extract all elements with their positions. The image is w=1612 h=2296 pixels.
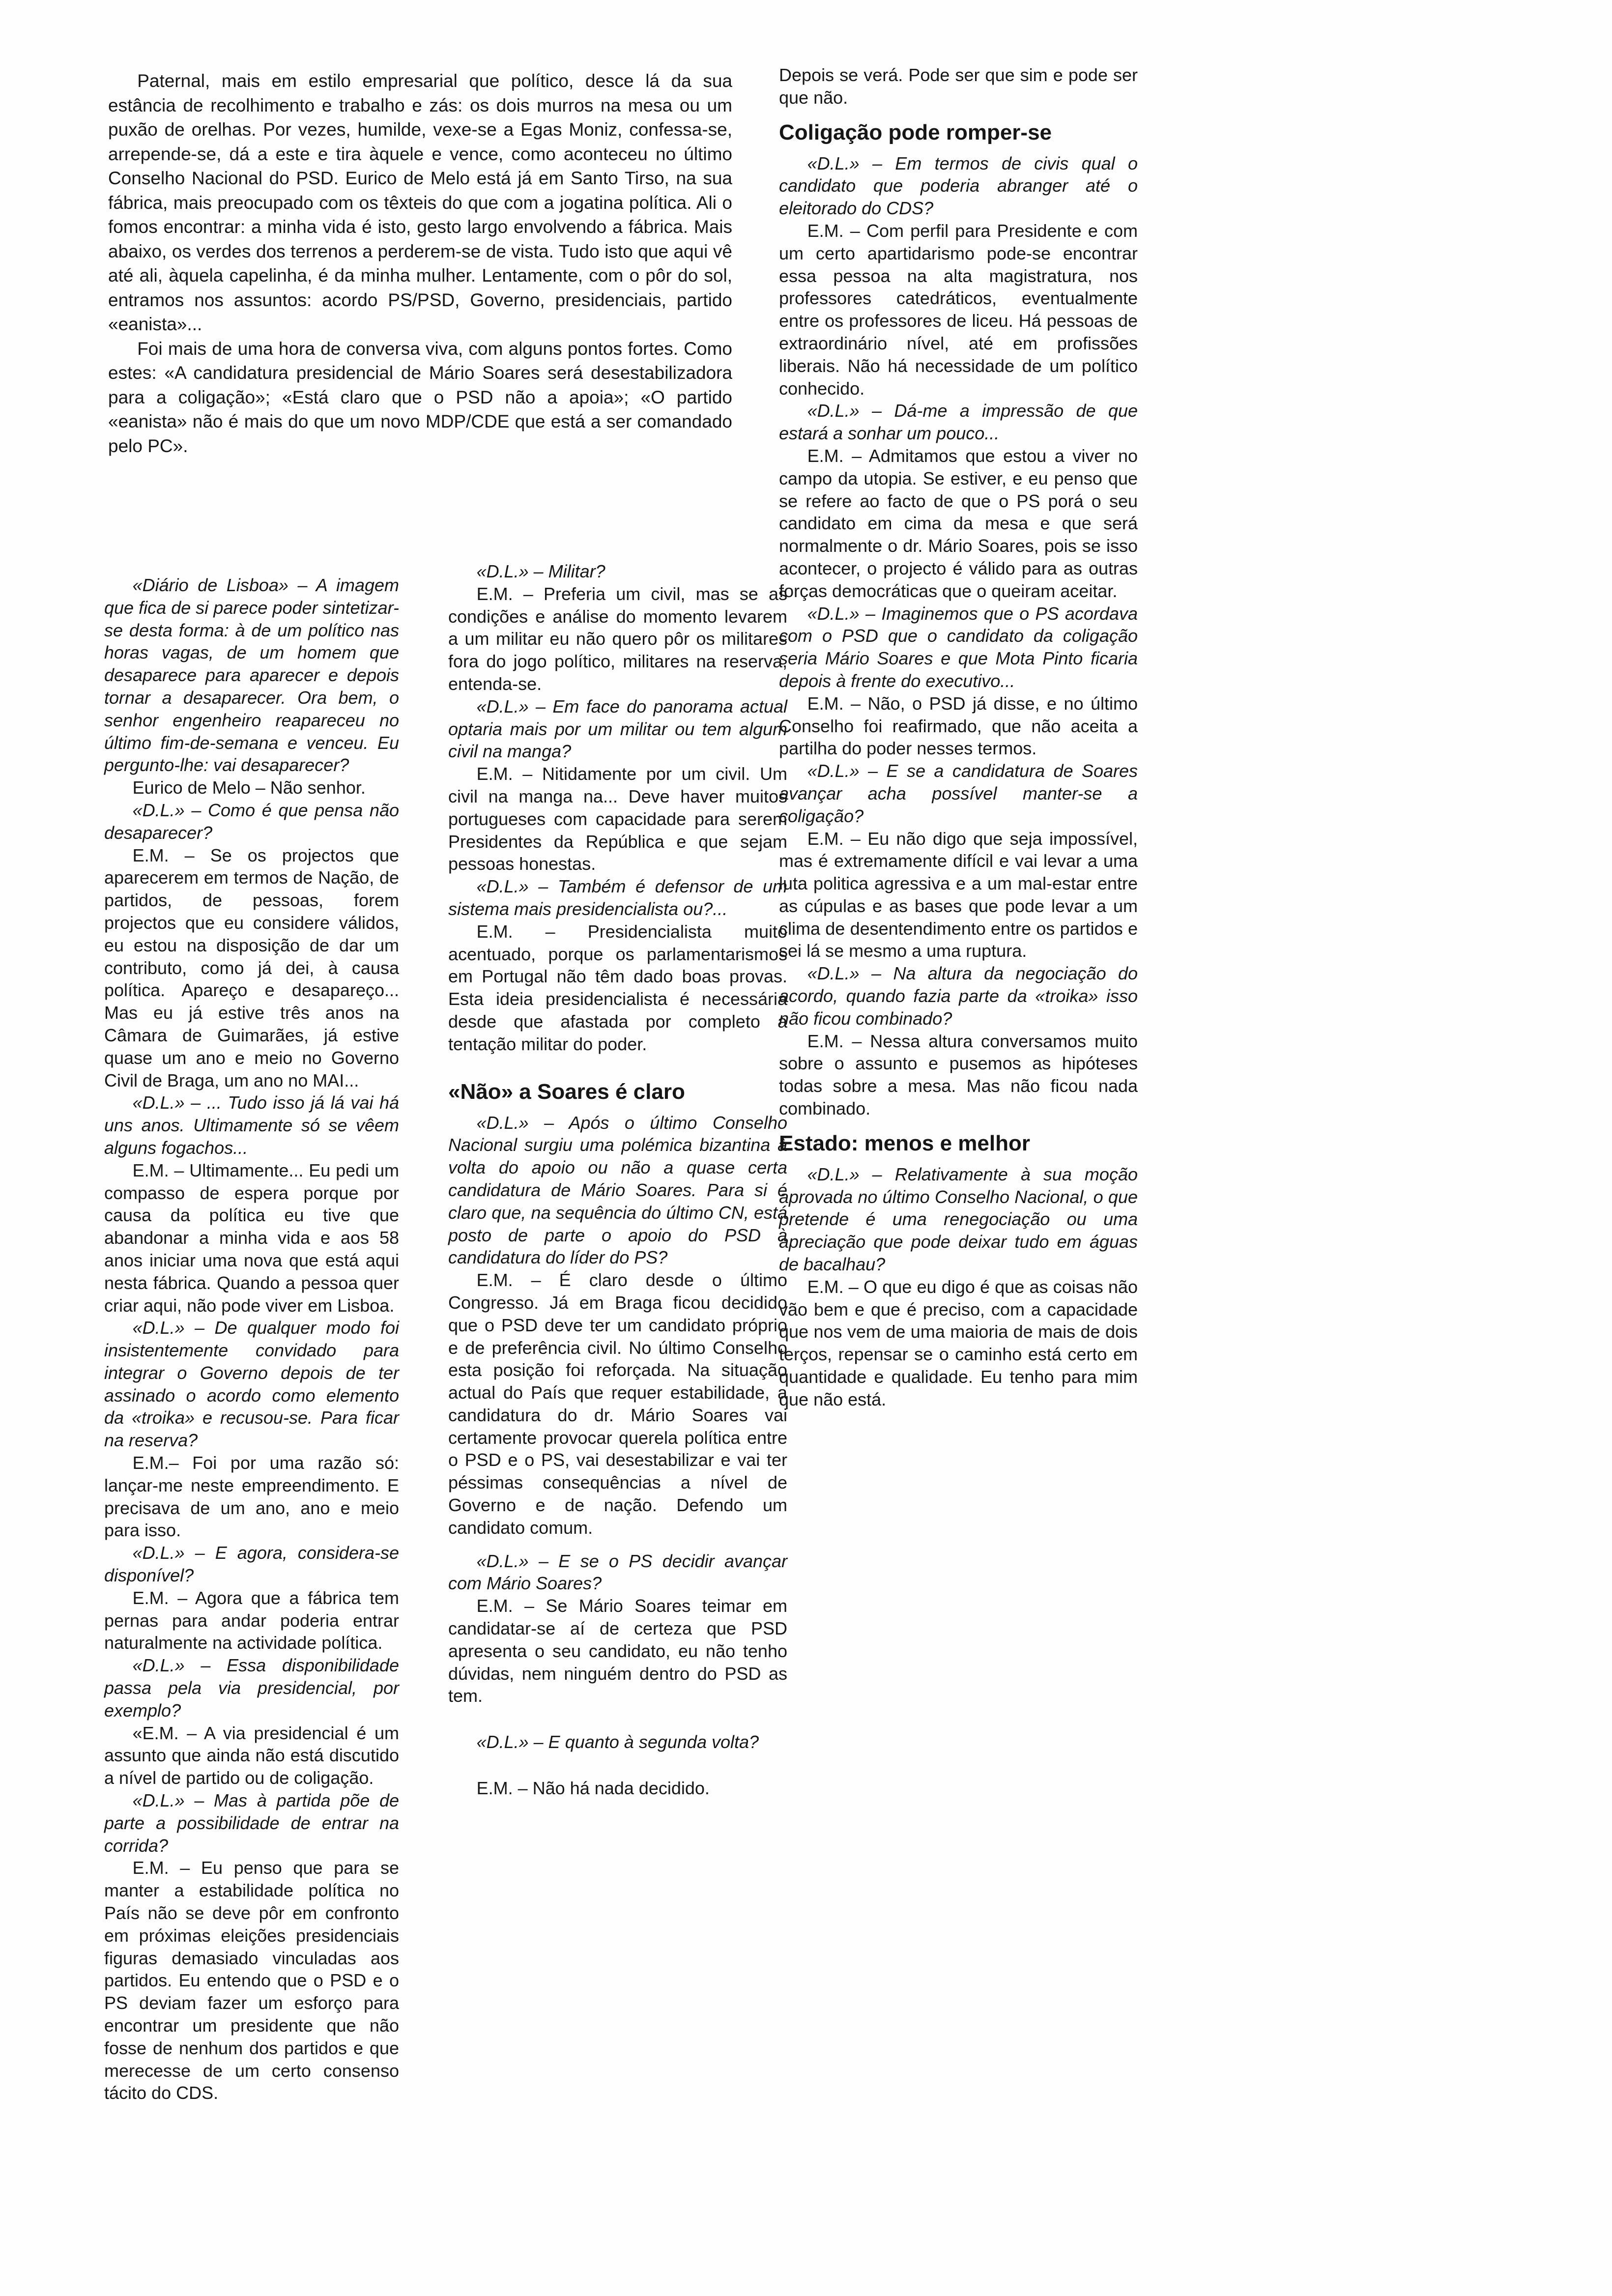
answer: E.M. – Se os projectos que aparecerem em termos de Nação, de partidos, de pessoas, forem projectos que eu considere válidos, eu estou na disposição de dar um contributo, como já dei, à causa política. Apareço e desapareço... Mas eu já estive três anos na Câmara de Guimarães, já estive quase um ano e meio no Governo Civil de Braga, um ano no MAI... [104,845,399,1091]
answer: E.M. – Nitidamente por um civil. Um civil na manga na... Deve haver muitos portugueses com capacidade para serem Presidentes da República e que sejam pessoas honestas. [448,764,787,874]
answer: E.M. – Ultimamente... Eu pedi um compasso de espera porque por causa da política eu tive que abandonar a minha vida e aos 58 anos iniciar uma nova que está aqui nesta fábrica. Quando a pessoa quer criar aqui, não pode viver em Lisboa. [104,1160,399,1316]
question: «D.L.» – Mas à partida põe de parte a possibilidade de entrar na corrida? [104,1790,399,1856]
intro-paragraph: Paternal, mais em estilo empresarial que político, desce lá da sua estância de recolhimento e trabalho e zás: os dois murros na mesa ou um puxão de orelhas. Por vezes, humilde, vexe-se a Egas Moniz, confessa-se, arrepende-se, dá a este e tira àquele e vence, como aconteceu no último Conselho Nacional do PSD. Eurico de Melo está já em Santo Tirso, na sua fábrica, mais preocupado com os têxteis do que com a jogatina política. Ali o fomos encontrar: a minha vida é isto, gesto largo envolvendo a fábrica. Mais abaixo, os verdes dos terrenos a perderem-se de vista. Tudo isto que aqui vê até ali, àquela capelinha, é da minha mulher. Lentamente, com o pôr do sol, entramos nos assuntos: acordo PS/PSD, Governo, presidenciais, partido «eanista»... [108,71,732,334]
continuation-text: Depois se verá. Pode ser que sim e pode ser que não. [779,65,1138,108]
answer: E.M. – Não há nada decidido. [476,1778,710,1799]
answer: E.M.– Foi por uma razão só: lançar-me neste empreendimento. E precisava de um ano, ano e meio para isso. [104,1453,399,1541]
question: «D.L.» – E se o PS decidir avançar com Mário Soares? [448,1550,787,1594]
question: «D.L.» – Como é que pensa não desaparecer? [104,800,399,843]
question: «D.L.» – E quanto à segunda volta? [476,1732,759,1752]
answer: E.M. – O que eu digo é que as coisas não vão bem e que é preciso, com a capacidade que nos vem de uma maioria de mais de dois terços, repensar se o caminho está certo em quantidade e qualidade. Eu tenho para mim que não está. [779,1276,1138,1409]
column-b [448,560,787,1800]
answer: E.M. – Eu penso que para se manter a estabilidade política no País não se deve pôr em confronto em próximas eleições presidenciais figuras demasiado vinculadas aos partidos. Eu entendo que o PSD e o PS deviam fazer um esforço para encontrar um presidente que não fosse de nenhum dos partidos e que merecesse de um certo consenso tácito do CDS. [104,1858,399,2103]
question: «D.L.» – Após o último Conselho Nacional surgiu uma polémica bizantina à volta do apoio ou não a quase certa candidatura de Mário Soares. Para si é claro que, na sequência do último CN, está posto de parte o apoio do PSD à candidatura do líder do PS? [448,1112,787,1268]
question: «D.L.» – ... Tudo isso já lá vai há uns anos. Ultimamente só se vêem alguns fogachos... [104,1092,399,1158]
section-heading: Coligação pode romper-se [779,120,1052,144]
answer: E.M. – Se Mário Soares teimar em candidatar-se aí de certeza que PSD apresenta o seu candidato, eu não tenho dúvidas, nem ninguém dentro do PSD as tem. [448,1596,787,1706]
question: «D.L.» – Imaginemos que o PS acordava com o PSD que o candidato da coligação seria Mário Soares e que Mota Pinto ficaria depois à frente do executivo... [779,603,1138,691]
answer: E.M. – Presidencialista muito acentuado, porque os parlamentarismos em Portugal não têm dado boas provas. Esta ideia presidencialista é necessária desde que afastada por completo a tentação militar do poder. [448,921,787,1054]
question: «D.L.» – Relativamente à sua moção aprovada no último Conselho Nacional, o que pretende é uma renegociação ou uma apreciação que pode deixar tudo em águas de bacalhau? [779,1164,1138,1275]
answer: E.M. – Preferia um civil, mas se as condições e análise do momento levarem a um militar eu não quero pôr os militares fora do jogo político, militares na reserva, entenda-se. [448,583,787,694]
column-a [104,574,399,2104]
question: «D.L.» – E se a candidatura de Soares avançar acha possível manter-se a coligação? [779,761,1138,826]
question: «D.L.» – E agora, considera-se disponível? [104,1543,399,1586]
section-heading: Estado: menos e melhor [779,1131,1031,1155]
question: «Diário de Lisboa» – A imagem que fica de si parece poder sintetizar-se desta forma: à de um político nas horas vagas, de um homem que desaparece para aparecer e depois tornar a desaparecer. Ora bem, o senhor engenheiro reapareceu no último fim-de-semana e venceu. Eu pergunto-lhe: vai desaparecer? [104,575,399,775]
question: «D.L.» – Na altura da negociação do acordo, quando fazia parte da «troika» isso não ficou combinado? [779,963,1138,1029]
answer: Eurico de Melo – Não senhor. [132,777,366,798]
question: «D.L.» – Essa disponibilidade passa pela via presidencial, por exemplo? [104,1655,399,1721]
answer: E.M. – Com perfil para Presidente e com um certo apartidarismo pode-se encontrar essa pessoa na alta magistratura, nos professores catedráticos, eventualmente entre os professores de liceu. Há pessoas de extraordinário nível, até em profissões liberais. Não há necessidade de um político conhecido. [779,220,1138,399]
answer: E.M. – Eu não digo que seja impossível, mas é extremamente difícil e vai levar a uma luta politica agressiva e a um mal-estar entre as cúpulas e as bases que pode levar a um clima de desentendimento entre os partidos e sei lá se mesmo a uma ruptura. [779,828,1138,961]
question: «D.L.» – Militar? [476,561,605,581]
section-heading: «Não» a Soares é claro [448,1079,685,1104]
intro-paragraph: Foi mais de uma hora de conversa viva, com alguns pontos fortes. Como estes: «A candidatura presidencial de Mário Soares será desestabilizadora para a coligação»; «Está claro que o PSD não a apoia»; «O partido «eanista» não é mais do que um novo MDP/CDE que está a ser comandado pelo PC». [108,338,732,456]
answer: «E.M. – A via presidencial é um assunto que ainda não está discutido a nível de partido ou de coligação. [104,1722,399,1788]
answer: E.M. – É claro desde o último Congresso. Já em Braga ficou decidido que o PSD deve ter um candidato próprio e de preferência civil. No último Conselho esta posição foi reforçada. Na situação actual do País que requer estabilidade, a candidatura do dr. Mário Soares vai certamente provocar querela política entre o PSD e o PS, vai desestabilizar e vai ter péssimas consequências a nível de Governo e de nação. Defendo um candidato comum. [448,1270,787,1538]
answer: E.M. – Nessa altura conversamos muito sobre o assunto e pusemos as hipóteses todas sobre a mesa. Mas não ficou nada combinado. [779,1031,1138,1119]
intro-text [108,69,732,458]
question: «D.L.» – De qualquer modo foi insistentemente convidado para integrar o Governo depois de ter assinado o acordo como elemento da «troika» e recusou-se. Para ficar na reserva? [104,1318,399,1451]
column-c [779,64,1138,1411]
question: «D.L.» – Dá-me a impressão de que estará a sonhar um pouco... [779,401,1138,444]
answer: E.M. – Não, o PSD já disse, e no último Conselho foi reafirmado, que não aceita a partilha do poder nesses termos. [779,693,1138,759]
answer: E.M. – Agora que a fábrica tem pernas para andar poderia entrar naturalmente na actividade política. [104,1587,399,1653]
question: «D.L.» – Em termos de civis qual o candidato que poderia abranger até o eleitorado do CDS? [779,153,1138,219]
question: «D.L.» – Em face do panorama actual optaria mais por um militar ou tem algum civil na manga? [448,696,787,762]
answer: E.M. – Admitamos que estou a viver no campo da utopia. Se estiver, e eu penso que se refere ao facto de que o PS porá o seu candidato em cima da mesa e que será normalmente o dr. Mário Soares, pois se isso acontecer, o projecto é válido para as outras forças democráticas que o queiram aceitar. [779,445,1138,601]
question: «D.L.» – Também é defensor de um sistema mais presidencialista ou?... [448,876,787,919]
